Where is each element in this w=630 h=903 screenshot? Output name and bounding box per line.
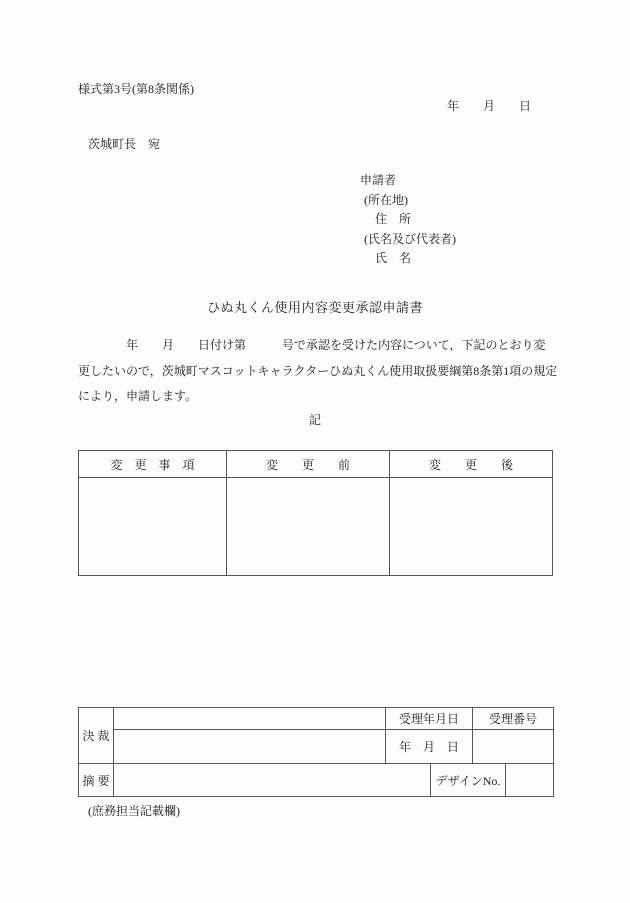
change-after-cell <box>390 478 553 576</box>
acceptance-number-label: 受理番号 <box>473 708 554 730</box>
change-table-header-after: 変 更 後 <box>390 451 553 478</box>
date-line: 年 月 日 <box>447 99 532 113</box>
acceptance-date-label: 受理年月日 <box>386 708 473 730</box>
kessai-stamp-cell-top <box>114 708 386 730</box>
form-number: 様式第3号(第8条関係) <box>78 82 194 96</box>
applicant-block <box>360 171 456 269</box>
design-no-label: デザインNo. <box>431 764 506 797</box>
change-table-header-item: 変 更 事 項 <box>79 451 227 478</box>
change-before-cell <box>227 478 390 576</box>
applicant-label: 申請者 <box>360 173 397 187</box>
tekiyo-value-cell <box>114 764 431 797</box>
acceptance-date-value: 年 月 日 <box>386 730 473 764</box>
applicant-location-caption: (所在地) <box>364 192 408 207</box>
change-table <box>78 450 553 576</box>
body-line-1: 年 月 日付け第 号で承認を受けた内容について，下記のとおり変 <box>78 338 546 352</box>
applicant-name-label: 氏 名 <box>375 251 412 265</box>
body-line-2: 更したいので，茨城町マスコットキャラクターひぬ丸くん使用取扱要綱第8条第1項の規定 <box>78 363 558 378</box>
applicant-name-caption: (氏名及び代表者) <box>364 231 456 246</box>
kessai-stamp-cell-bottom <box>114 730 386 764</box>
kessai-label: 決 裁 <box>79 708 114 764</box>
body-line-3: により，申請します。 <box>78 389 198 403</box>
tekiyo-label: 摘 要 <box>79 764 114 797</box>
approval-table <box>78 707 554 797</box>
acceptance-number-value <box>473 730 554 764</box>
ki-heading: 記 <box>308 413 321 427</box>
change-table-header-before: 変 更 前 <box>227 451 390 478</box>
clerk-note: (庶務担当記載欄) <box>88 804 180 818</box>
design-no-value <box>506 764 554 797</box>
document-title: ひぬ丸くん使用内容変更承認申請書 <box>206 300 423 315</box>
body-paragraph <box>78 333 558 410</box>
change-item-cell <box>79 478 227 576</box>
applicant-address-label: 住 所 <box>375 212 412 226</box>
addressee: 茨城町長 宛 <box>88 137 161 151</box>
